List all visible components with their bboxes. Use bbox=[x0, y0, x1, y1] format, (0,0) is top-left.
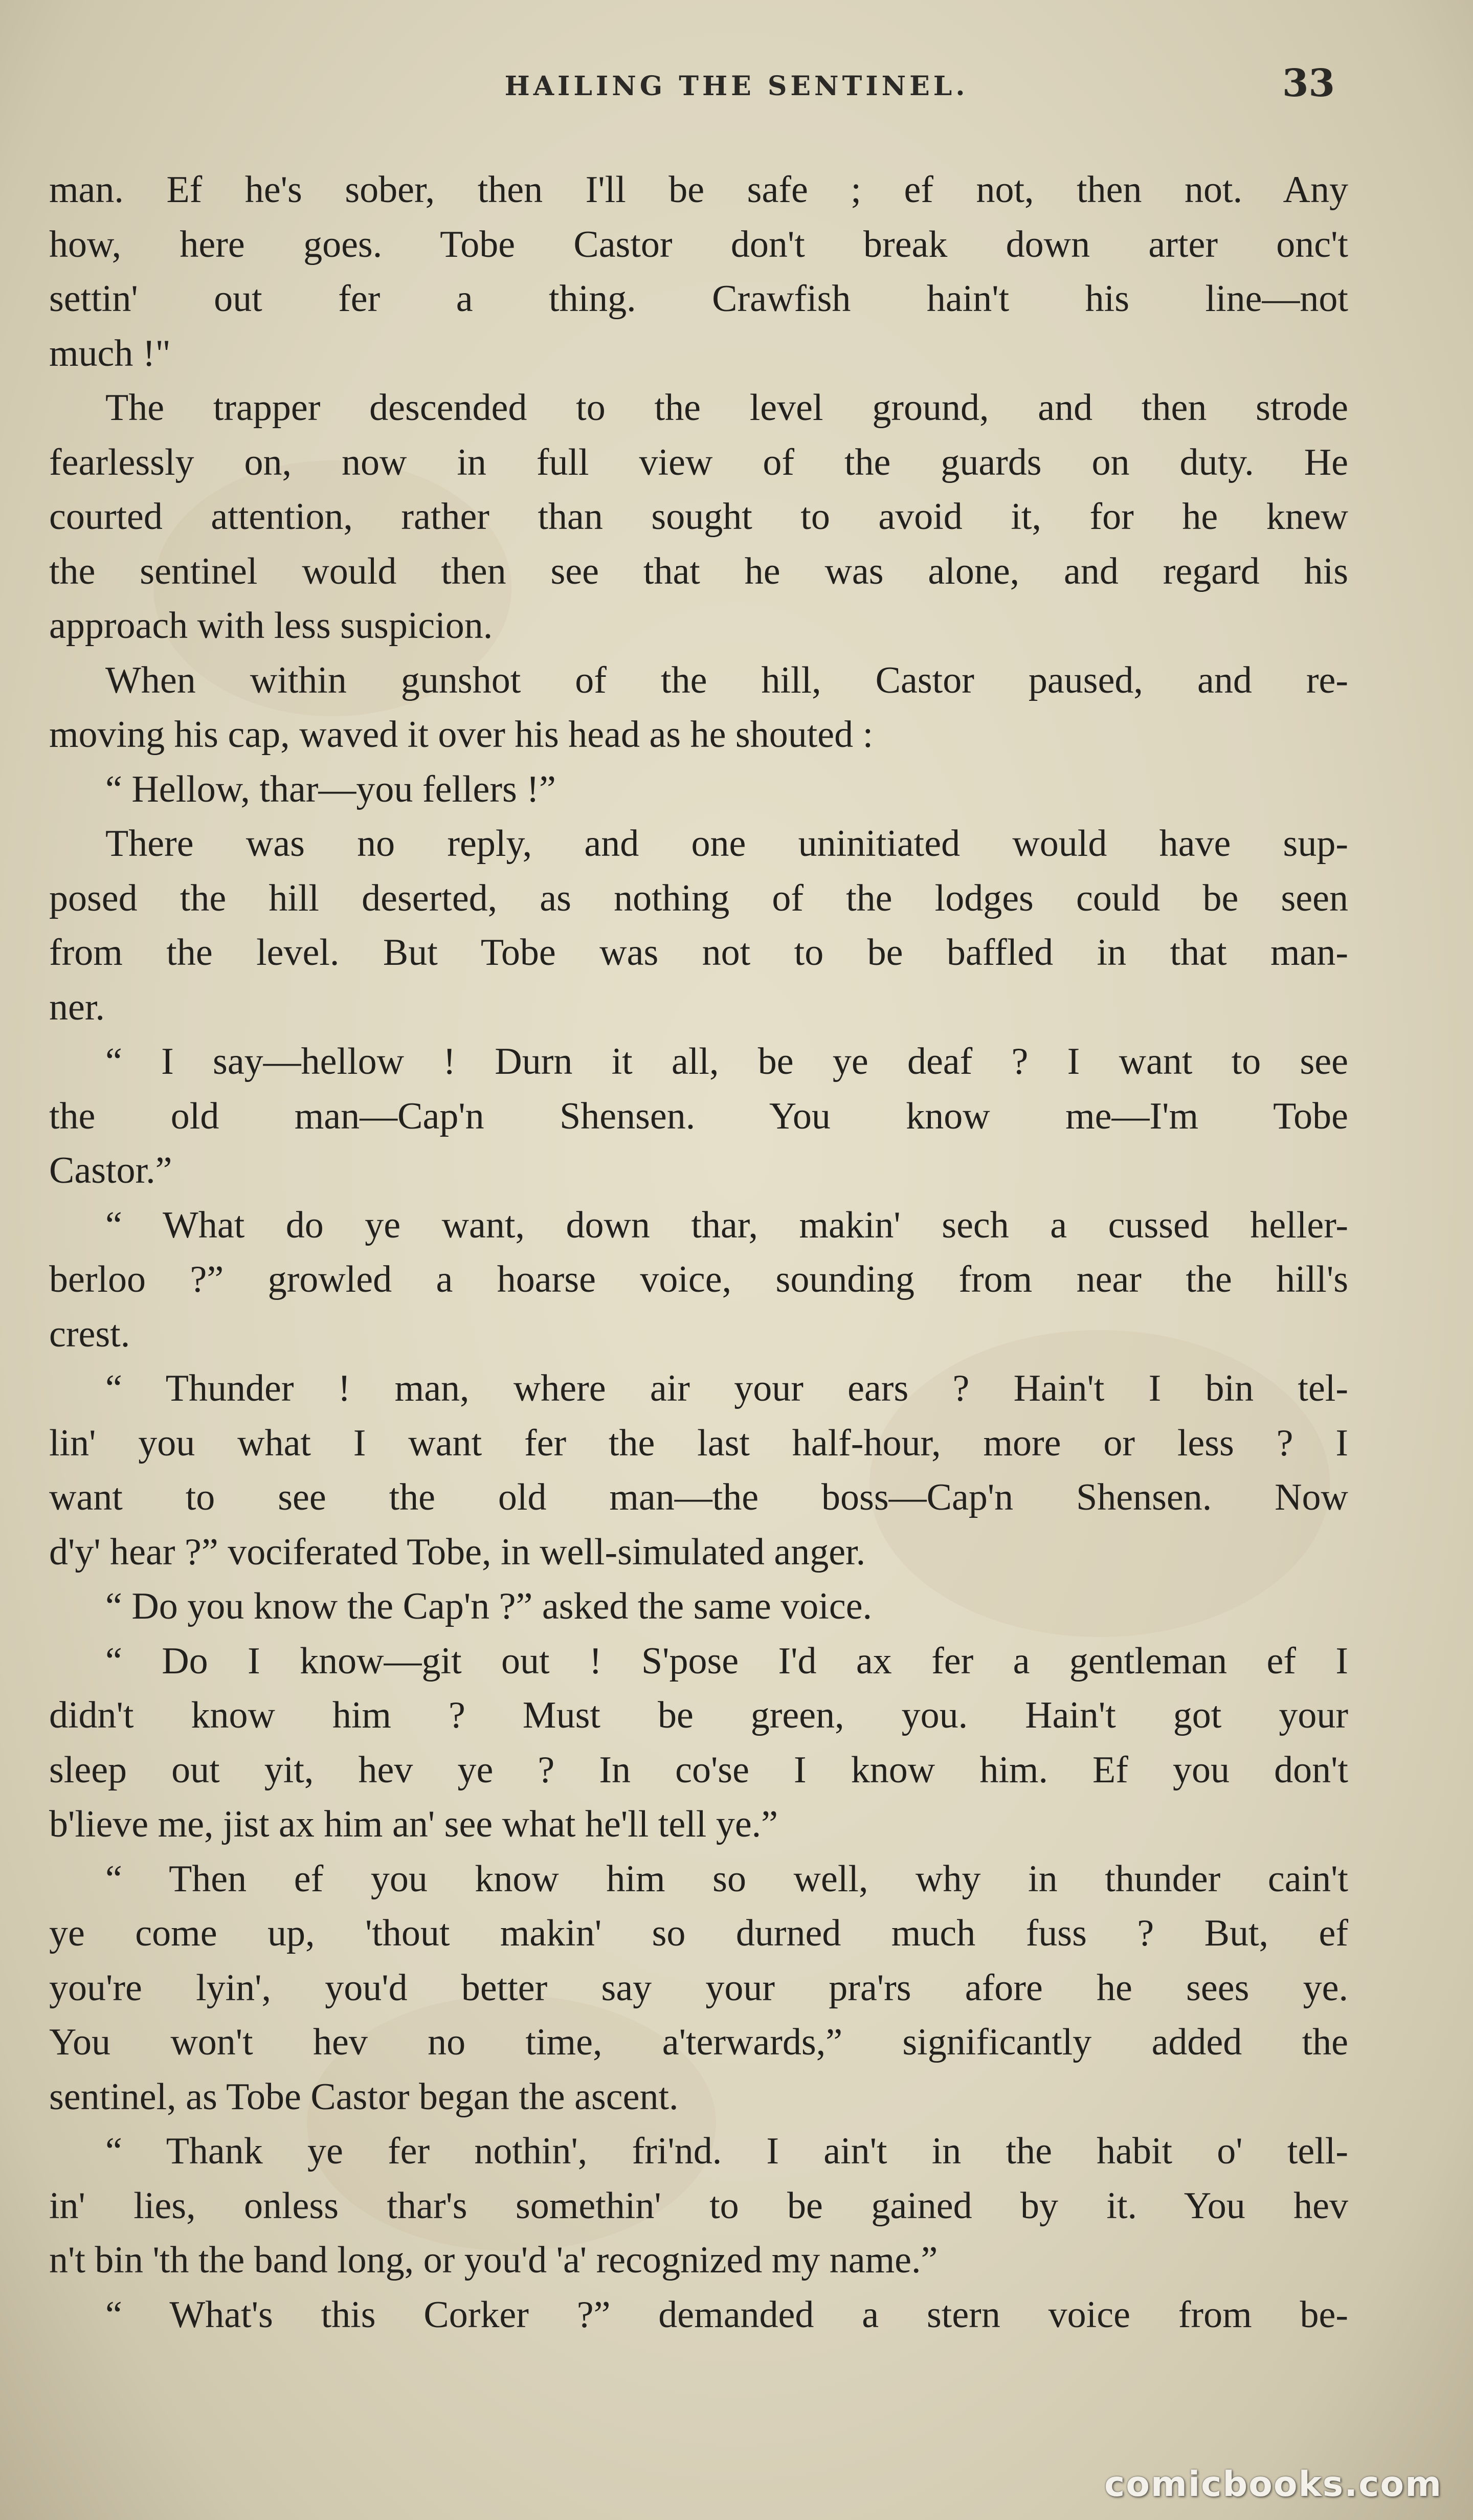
text-line: You won't hev no time, a'terwards,” significantly added the bbox=[49, 2021, 1348, 2063]
text-line: d'y' hear ?” vociferated Tobe, in well-simulated anger. bbox=[49, 1531, 866, 1573]
text-line: settin' out fer a thing. Crawfish hain't his line—not bbox=[49, 278, 1348, 320]
text-line: ner. bbox=[49, 986, 105, 1028]
text-line: want to see the old man—the boss—Cap'n Shensen. Now bbox=[49, 1476, 1348, 1518]
text-line: “ Thunder ! man, where air your ears ? Hain't I bin tel- bbox=[105, 1367, 1348, 1409]
text-line: ye come up, 'thout makin' so durned much fuss ? But, ef bbox=[49, 1912, 1348, 1954]
text-line: sentinel, as Tobe Castor began the ascent. bbox=[49, 2075, 679, 2118]
text-line: “ Do I know—git out ! S'pose I'd ax fer a gentleman ef I bbox=[105, 1640, 1348, 1682]
text-line: When within gunshot of the hill, Castor paused, and re- bbox=[105, 659, 1348, 701]
text-line: There was no reply, and one uninitiated would have sup- bbox=[105, 823, 1348, 865]
text-line: from the level. But Tobe was not to be baffled in that man- bbox=[49, 932, 1348, 974]
text-line: much !" bbox=[49, 332, 171, 374]
text-line: b'lieve me, jist ax him an' see what he'll tell ye.” bbox=[49, 1803, 778, 1845]
text-line: posed the hill deserted, as nothing of the lodges could be seen bbox=[49, 877, 1348, 919]
text-line: “ I say—hellow ! Durn it all, be ye deaf ? I want to see bbox=[105, 1041, 1348, 1082]
text-line: fearlessly on, now in full view of the guards on duty. He bbox=[49, 441, 1348, 483]
text-line: “ Do you know the Cap'n ?” asked the same voice. bbox=[105, 1585, 873, 1627]
text-line: how, here goes. Tobe Castor don't break down arter onc't bbox=[49, 223, 1348, 266]
text-line: lin' you what I want fer the last half-hour, more or less ? I bbox=[49, 1422, 1348, 1464]
text-line: moving his cap, waved it over his head as he shouted : bbox=[49, 714, 874, 756]
text-line: in' lies, onless thar's somethin' to be gained by it. You hev bbox=[49, 2184, 1348, 2227]
text-line: man. Ef he's sober, then I'll be safe ; ef not, then not. Any bbox=[49, 169, 1348, 211]
text-line: courted attention, rather than sought to avoid it, for he knew bbox=[49, 496, 1348, 538]
text-line: n't bin 'th the band long, or you'd 'a' recognized my name.” bbox=[49, 2239, 938, 2281]
text-line: The trapper descended to the level ground, and then strode bbox=[105, 387, 1348, 429]
body-text bbox=[49, 163, 1348, 2342]
text-line: “ What's this Corker ?” demanded a stern voice from be- bbox=[105, 2293, 1348, 2336]
text-line: “ Then ef you know him so well, why in thunder cain't bbox=[105, 1858, 1348, 1900]
text-line: you're lyin', you'd better say your pra'rs afore he sees ye. bbox=[49, 1966, 1348, 2009]
text-line: “ What do ye want, down thar, makin' sech a cussed heller- bbox=[105, 1204, 1348, 1246]
text-line: Castor.” bbox=[49, 1150, 172, 1191]
text-line: the old man—Cap'n Shensen. You know me—I'm Tobe bbox=[49, 1095, 1348, 1137]
page-number: 33 bbox=[1282, 61, 1335, 105]
watermark-text: comicbooks.com bbox=[1104, 2464, 1442, 2505]
text-line: sleep out yit, hev ye ? In co'se I know him. Ef you don't bbox=[49, 1749, 1348, 1791]
running-head: HAILING THE SENTINEL. bbox=[504, 71, 969, 102]
text-line: the sentinel would then see that he was alone, and regard his bbox=[49, 550, 1348, 592]
page-header bbox=[0, 61, 1473, 107]
text-line: approach with less suspicion. bbox=[49, 605, 493, 647]
text-line: berloo ?” growled a hoarse voice, sounding from near the hill's bbox=[49, 1258, 1348, 1300]
text-line: crest. bbox=[49, 1313, 130, 1355]
text-line: didn't know him ? Must be green, you. Hain't got your bbox=[49, 1694, 1348, 1736]
text-line: “ Hellow, thar—you fellers !” bbox=[105, 768, 556, 810]
text-line: “ Thank ye fer nothin', fri'nd. I ain't in the habit o' tell- bbox=[105, 2130, 1348, 2172]
